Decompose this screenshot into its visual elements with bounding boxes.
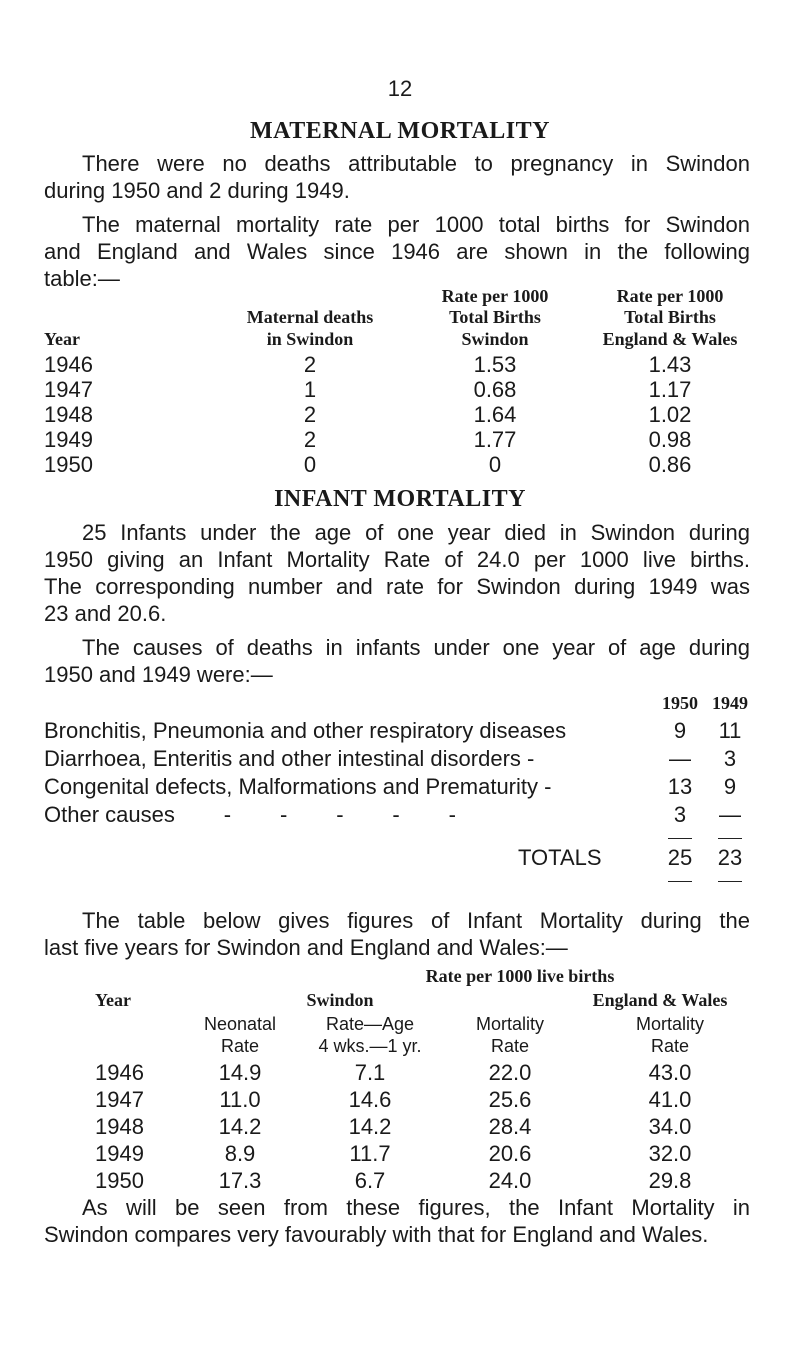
header-rate-swindon-line3: Swindon bbox=[461, 329, 529, 349]
header-swindon-mortality-line2: Rate bbox=[490, 1036, 530, 1056]
table-row-year: 1946 bbox=[44, 352, 93, 377]
header-neonatal-line1: Neonatal bbox=[203, 1014, 277, 1034]
text-line: As will be seen from these figures, the Infant Mortality in bbox=[82, 1195, 750, 1220]
table-cell-ew-mortality: 34.0 bbox=[648, 1114, 692, 1139]
table-row-year: 1948 bbox=[95, 1114, 144, 1139]
header-1950: 1950 bbox=[662, 693, 698, 713]
infant-paragraph-3 bbox=[44, 907, 750, 961]
text-line: Swindon compares very favourably with that for England and Wales. bbox=[44, 1222, 709, 1247]
text-line: during 1950 and 2 during 1949. bbox=[44, 178, 350, 203]
text-line: last five years for Swindon and England and Wales:— bbox=[44, 935, 568, 960]
text-line: The causes of deaths in infants under one year of age during bbox=[82, 635, 750, 660]
text-line: table:— bbox=[44, 266, 120, 291]
header-year: Year bbox=[44, 329, 80, 349]
header-maternal-deaths-line1: Maternal deaths bbox=[246, 307, 374, 327]
infant-paragraph-2 bbox=[44, 634, 750, 688]
table-cell-swindon-mortality: 22.0 bbox=[488, 1060, 532, 1085]
total-rule-1950-top bbox=[668, 838, 692, 839]
page-number: 12 bbox=[387, 76, 413, 101]
cause-1950-value: 9 bbox=[673, 718, 687, 743]
table-cell-rate-swindon: 0 bbox=[488, 452, 502, 477]
cause-1949-value: 9 bbox=[723, 774, 737, 799]
text-line: The maternal mortality rate per 1000 total births for Swindon bbox=[82, 212, 750, 237]
cause-label: Congenital defects, Malformations and Prematurity - bbox=[44, 774, 552, 799]
header-ew-mortality-line2: Rate bbox=[650, 1036, 690, 1056]
header-rate-ew-line2: Total Births bbox=[624, 307, 716, 327]
table-cell-rate-ew: 0.98 bbox=[648, 427, 692, 452]
header-england-wales: England & Wales bbox=[592, 990, 728, 1010]
table-cell-ew-mortality: 29.8 bbox=[648, 1168, 692, 1193]
table-row-year: 1946 bbox=[95, 1060, 144, 1085]
text-line: 1950 giving an Infant Mortality Rate of 24.0 per 1000 live births. bbox=[44, 547, 750, 572]
cause-1949-value: 11 bbox=[718, 718, 742, 743]
table-row-year: 1949 bbox=[44, 427, 93, 452]
text-line: The corresponding number and rate for Swindon during 1949 was bbox=[44, 574, 750, 599]
table-cell-swindon-mortality: 20.6 bbox=[488, 1141, 532, 1166]
cause-label: Bronchitis, Pneumonia and other respiratory diseases bbox=[44, 718, 567, 743]
table-cell-age: 14.6 bbox=[348, 1087, 392, 1112]
table-cell-swindon-mortality: 28.4 bbox=[488, 1114, 532, 1139]
table-cell-neonatal: 8.9 bbox=[224, 1141, 256, 1166]
maternal-mortality-heading: MATERNAL MORTALITY bbox=[250, 118, 550, 144]
table-cell-neonatal: 14.2 bbox=[218, 1114, 262, 1139]
header-age-line1: Rate—Age bbox=[325, 1014, 415, 1034]
total-1950: 25 bbox=[667, 845, 693, 870]
header-swindon: Swindon bbox=[306, 990, 374, 1010]
text-line: 1950 and 1949 were:— bbox=[44, 662, 273, 687]
table-cell-neonatal: 17.3 bbox=[218, 1168, 262, 1193]
table-cell-rate-ew: 0.86 bbox=[648, 452, 692, 477]
cause-label: Diarrhoea, Enteritis and other intestinal disorders - bbox=[44, 746, 535, 771]
total-1949: 23 bbox=[717, 845, 743, 870]
table-cell-age: 11.7 bbox=[349, 1141, 391, 1166]
table-cell-swindon-mortality: 24.0 bbox=[488, 1168, 532, 1193]
header-swindon-mortality-line1: Mortality bbox=[475, 1014, 544, 1034]
table-cell-rate-ew: 1.02 bbox=[648, 402, 692, 427]
text-line: and England and Wales since 1946 are shown in the following bbox=[44, 239, 750, 264]
cause-1950-value: — bbox=[669, 746, 691, 771]
totals-label: TOTALS bbox=[518, 845, 602, 870]
header-rate-ew-line1: Rate per 1000 bbox=[616, 286, 724, 306]
text-line: The table below gives figures of Infant Mortality during the bbox=[82, 908, 750, 933]
table-cell-deaths: 1 bbox=[303, 377, 317, 402]
table-cell-age: 14.2 bbox=[348, 1114, 392, 1139]
table-cell-neonatal: 11.0 bbox=[219, 1087, 261, 1112]
table-cell-deaths: 2 bbox=[303, 402, 317, 427]
table-cell-rate-swindon: 1.64 bbox=[473, 402, 517, 427]
header-rate-per-1000: Rate per 1000 live births bbox=[425, 966, 615, 986]
table-cell-neonatal: 14.9 bbox=[218, 1060, 262, 1085]
header-1949: 1949 bbox=[712, 693, 748, 713]
text-line: 23 and 20.6. bbox=[44, 601, 167, 626]
cause-label: Other causes - - - - - bbox=[44, 802, 456, 827]
table-row-year: 1947 bbox=[95, 1087, 144, 1112]
table-row-year: 1949 bbox=[95, 1141, 144, 1166]
header-maternal-deaths-line2: in Swindon bbox=[266, 329, 354, 349]
infant-paragraph-1 bbox=[44, 519, 750, 627]
total-rule-1949-top bbox=[718, 838, 742, 839]
table-row-year: 1950 bbox=[44, 452, 93, 477]
cause-1949-value: 3 bbox=[723, 746, 737, 771]
total-rule-1949-bottom bbox=[718, 881, 742, 882]
table-cell-age: 6.7 bbox=[354, 1168, 386, 1193]
total-rule-1950-bottom bbox=[668, 881, 692, 882]
table-cell-ew-mortality: 43.0 bbox=[648, 1060, 692, 1085]
table-cell-ew-mortality: 32.0 bbox=[648, 1141, 692, 1166]
header-year: Year bbox=[95, 990, 131, 1010]
table-cell-rate-ew: 1.43 bbox=[648, 352, 692, 377]
header-ew-mortality-line1: Mortality bbox=[635, 1014, 704, 1034]
header-rate-swindon-line2: Total Births bbox=[449, 307, 541, 327]
table-row-year: 1950 bbox=[95, 1168, 144, 1193]
maternal-paragraph-2 bbox=[44, 211, 750, 292]
table-cell-ew-mortality: 41.0 bbox=[648, 1087, 692, 1112]
table-cell-rate-swindon: 1.77 bbox=[473, 427, 517, 452]
table-cell-deaths: 0 bbox=[303, 452, 317, 477]
table-cell-age: 7.1 bbox=[354, 1060, 386, 1085]
text-line: 25 Infants under the age of one year died in Swindon during bbox=[82, 520, 750, 545]
cause-1950-value: 3 bbox=[673, 802, 687, 827]
infant-mortality-heading: INFANT MORTALITY bbox=[274, 486, 526, 512]
cause-1949-value: — bbox=[719, 802, 741, 827]
table-cell-rate-swindon: 1.53 bbox=[473, 352, 517, 377]
table-row-year: 1948 bbox=[44, 402, 93, 427]
table-row-year: 1947 bbox=[44, 377, 93, 402]
table-cell-deaths: 2 bbox=[303, 427, 317, 452]
table-cell-rate-swindon: 0.68 bbox=[473, 377, 517, 402]
cause-1950-value: 13 bbox=[667, 774, 693, 799]
header-age-line2: 4 wks.—1 yr. bbox=[318, 1036, 422, 1056]
table-cell-swindon-mortality: 25.6 bbox=[488, 1087, 532, 1112]
text-line: There were no deaths attributable to pregnancy in Swindon bbox=[82, 151, 750, 176]
header-neonatal-line2: Rate bbox=[220, 1036, 260, 1056]
maternal-paragraph-1 bbox=[44, 150, 750, 204]
table-cell-rate-ew: 1.17 bbox=[648, 377, 692, 402]
table-cell-deaths: 2 bbox=[303, 352, 317, 377]
closing-paragraph bbox=[44, 1194, 750, 1248]
header-rate-ew-line3: England & Wales bbox=[602, 329, 738, 349]
header-rate-swindon-line1: Rate per 1000 bbox=[441, 286, 549, 306]
